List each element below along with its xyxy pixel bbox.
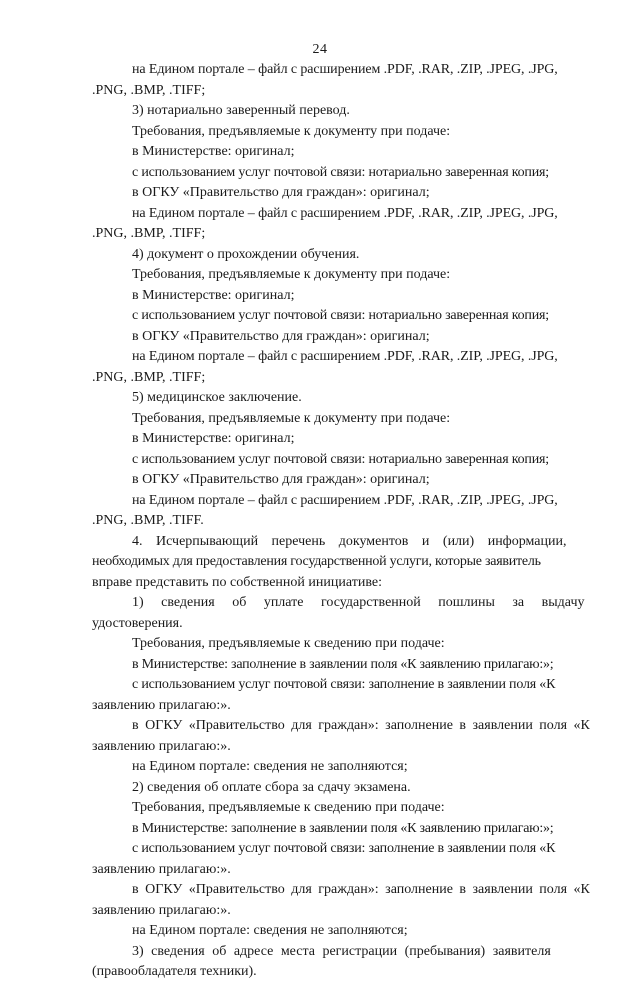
text-line: в ОГКУ «Правительство для граждан»: оригинал; [132,472,430,487]
text-line: в Министерстве: оригинал; [132,431,295,446]
text-line: .PNG, .BMP, .TIFF; [92,369,206,385]
text-line: необходимых для предоставления государственной услуги, которые заявитель [92,554,541,569]
text-line: Требования, предъявляемые к документу при подаче: [132,267,451,282]
text-line: в ОГКУ «Правительство для граждан»: заполнение в заявлении поля «К [132,718,590,733]
text-line: 4) документ о прохождении обучения. [132,246,360,262]
text-line: заявлению прилагаю:». [92,902,231,918]
document-body [92,60,612,983]
text-line: 4. Исчерпывающий перечень документов и (или) информации, [132,533,567,549]
text-line: с использованием услуг почтовой связи: заполнение в заявлении поля «К [132,677,556,692]
text-line: в Министерстве: оригинал; [132,287,295,303]
text-line: вправе представить по собственной инициативе: [92,574,382,590]
text-line: 1) сведения об уплате государственной пошлины за выдачу [132,595,585,610]
text-line: 2) сведения об оплате сбора за сдачу экзамена. [132,779,411,795]
text-line: Требования, предъявляемые к документу при подаче: [132,410,451,426]
text-line: в ОГКУ «Правительство для граждан»: оригинал; [132,328,430,344]
text-line: заявлению прилагаю:». [92,738,231,754]
text-line: в Министерстве: заполнение в заявлении поля «К заявлению прилагаю:»; [132,820,554,836]
text-line: 3) нотариально заверенный перевод. [132,103,350,118]
text-line: в ОГКУ «Правительство для граждан»: заполнение в заявлении поля «К [132,882,590,897]
text-line: на Едином портале: сведения не заполняются; [132,759,408,774]
text-line: на Едином портале – файл с расширением .PDF, .RAR, .ZIP, .JPEG, .JPG, [132,62,558,77]
text-line: на Едином портале: сведения не заполняются; [132,923,408,938]
text-line: с использованием услуг почтовой связи: нотариально заверенная копия; [132,451,549,467]
text-line: заявлению прилагаю:». [92,861,231,877]
text-line: Требования, предъявляемые к документу при подаче: [132,123,451,139]
text-line: удостоверения. [92,615,183,631]
text-line: 3) сведения об адресе места регистрации (пребывания) заявителя [132,943,551,959]
text-line: 5) медицинское заключение. [132,390,302,405]
text-line: с использованием услуг почтовой связи: заполнение в заявлении поля «К [132,841,556,856]
text-line: в ОГКУ «Правительство для граждан»: оригинал; [132,185,430,200]
text-line: .PNG, .BMP, .TIFF; [92,82,206,98]
text-line: .PNG, .BMP, .TIFF. [92,513,204,528]
text-line: с использованием услуг почтовой связи: нотариально заверенная копия; [132,164,549,180]
text-line: .PNG, .BMP, .TIFF; [92,226,206,241]
text-line: в Министерстве: оригинал; [132,144,295,159]
text-line: с использованием услуг почтовой связи: нотариально заверенная копия; [132,308,549,323]
page-number: 24 [312,42,328,57]
text-line: на Едином портале – файл с расширением .PDF, .RAR, .ZIP, .JPEG, .JPG, [132,492,558,508]
text-line: Требования, предъявляемые к сведению при подаче: [132,800,445,815]
text-line: заявлению прилагаю:». [92,697,231,713]
text-line: Требования, предъявляемые к сведению при подаче: [132,636,445,651]
text-line: на Едином портале – файл с расширением .PDF, .RAR, .ZIP, .JPEG, .JPG, [132,349,558,364]
text-line: (правообладателя техники). [92,964,257,979]
text-line: на Едином портале – файл с расширением .PDF, .RAR, .ZIP, .JPEG, .JPG, [132,205,558,221]
text-line: в Министерстве: заполнение в заявлении поля «К заявлению прилагаю:»; [132,656,554,672]
